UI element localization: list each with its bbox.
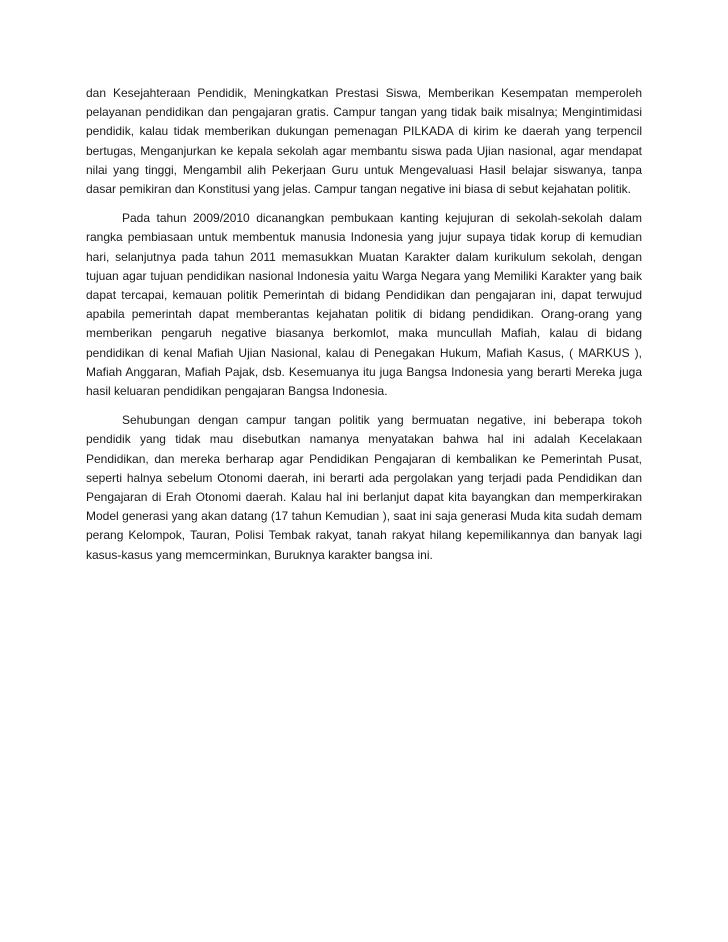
document-page bbox=[86, 84, 642, 575]
paragraph-continuation: dan Kesejahteraan Pendidik, Meningkatkan Prestasi Siswa, Memberikan Kesempatan memperoleh pelayanan pendidikan dan pengajaran gratis. Campur tangan yang tidak baik misalnya; Mengintimidasi pendidik, kalau tidak memberikan dukungan pemenagan PILKADA di kirim ke daerah yang terpencil bertugas, Menganjurkan ke kepala sekolah agar membantu siswa pada Ujian nasional, agar mendapat nilai yang tinggi, Mengambil alih Pekerjaan Guru untuk Mengevaluasi Hasil belajar siswanya, tanpa dasar pemikiran dan Konstitusi yang jelas. Campur tangan negative ini biasa di sebut kejahatan politik. bbox=[86, 86, 642, 197]
paragraph-campur-tangan-politik: Sehubungan dengan campur tangan politik yang bermuatan negative, ini beberapa tokoh pendidik yang tidak mau disebutkan namanya menyatakan bahwa hal ini adalah Kecelakaan Pendidikan, dan mereka berharap agar Pendidikan Pengajaran di kembalikan ke Pemerintah Pusat, seperti halnya sebelum Otonomi daerah, ini berarti ada pergolakan yang terjadi pada Pendidikan dan Pengajaran di Erah Otonomi daerah. Kalau hal ini berlanjut dapat kita bayangkan dan memperkirakan Model generasi yang akan datang (17 tahun Kemudian ), saat ini saja generasi Muda kita sudah demam perang Kelompok, Tauran, Polisi Tembak rakyat, tanah rakyat hilang kepemilikannya dan banyak lagi kasus-kasus yang memcerminkan, Buruknya karakter bangsa ini. bbox=[86, 413, 642, 562]
paragraph-kantin-kejujuran: Pada tahun 2009/2010 dicanangkan pembukaan kanting kejujuran di sekolah-sekolah dalam rangka pembiasaan untuk membentuk manusia Indonesia yang jujur supaya tidak korup di kemudian hari, selanjutnya pada tahun 2011 memasukkan Muatan Karakter dalam kurikulum sekolah, dengan tujuan agar tujuan pendidikan nasional Indonesia yaitu Warga Negara yang Memiliki Karakter yang baik dapat tercapai, kemauan politik Pemerintah di bidang Pendidikan dan pengajaran ini, dapat terwujud apabila pemerintah dapat memberantas kejahatan politik di bidang pendidikan. Orang-orang yang memberikan pengaruh negative biasanya berkomlot, maka muncullah Mafiah, kalau di bidang pendidikan di kenal Mafiah Ujian Nasional, kalau di Penegakan Hukum, Mafiah Kasus, ( MARKUS ), Mafiah Anggaran, Mafiah Pajak, dsb. Kesemuanya itu juga Bangsa Indonesia yang berarti Mereka juga hasil keluaran pendidikan pengajaran Bangsa Indonesia. bbox=[86, 211, 642, 399]
